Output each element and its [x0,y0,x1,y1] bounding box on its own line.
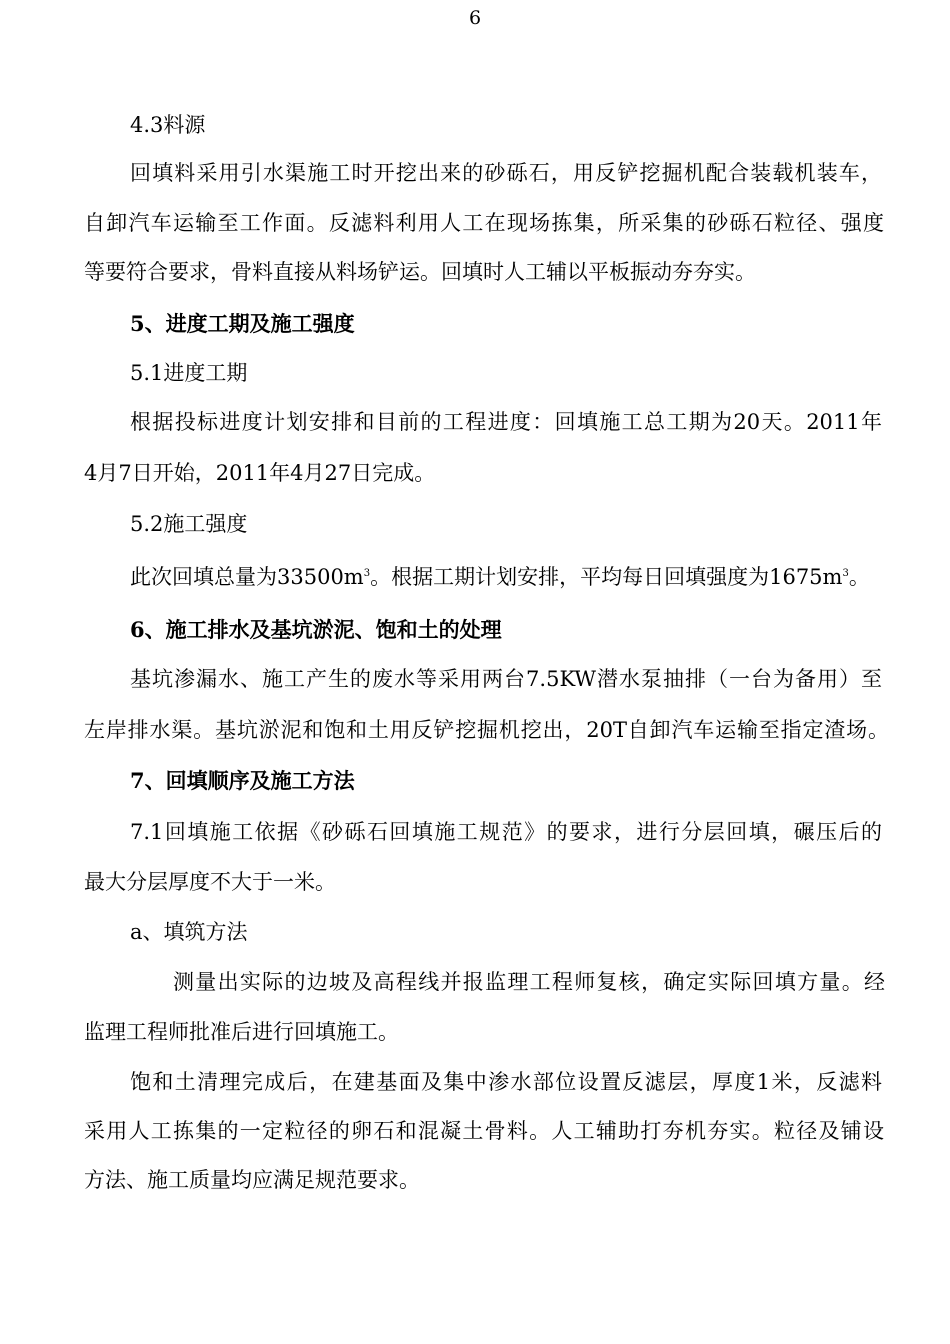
paragraph-line: 饱和土清理完成后，在建基面及集中渗水部位设置反滤层，厚度1米，反滤料 [130,1070,882,1094]
page-number: 6 [468,7,482,29]
paragraph-line: 4月7日开始，2011年4月27日完成。 [84,461,436,485]
paragraph-line: 最大分层厚度不大于一米。 [84,870,336,894]
superscript-unit: 3 [842,568,849,579]
paragraph-line: 等要符合要求，骨料直接从料场铲运。回填时人工辅以平板振动夯夯实。 [84,260,756,284]
subsection-heading-5-2: 5.2施工强度 [130,512,248,536]
period-text: 。 [848,565,870,589]
paragraph-line: 方法、施工质量均应满足规范要求。 [84,1168,420,1192]
paragraph-line: 基坑渗漏水、施工产生的废水等采用两台7.5KW潜水泵抽排（一台为备用）至 [130,667,882,691]
item-heading-a: a、填筑方法 [130,920,248,944]
paragraph-line: 自卸汽车运输至工作面。反滤料利用人工在现场拣集，所采集的砂砾石粒径、强度 [84,211,884,235]
intensity-text: 。根据工期计划安排，平均每日回填强度为1675m [370,565,843,589]
paragraph-line: 采用人工拣集的一定粒径的卵石和混凝土骨料。人工辅助打夯机夯实。粒径及铺设 [84,1119,884,1143]
paragraph-line: 7.1回填施工依据《砂砾石回填施工规范》的要求，进行分层回填，碾压后的 [130,820,882,844]
section-heading-6: 6、施工排水及基坑淤泥、饱和土的处理 [130,617,502,642]
section-heading-7: 7、回填顺序及施工方法 [130,768,355,793]
paragraph-line: 回填料采用引水渠施工时开挖出来的砂砾石，用反铲挖掘机配合装载机装车， [130,161,882,185]
paragraph-line [130,563,870,591]
paragraph-line: 监理工程师批准后进行回填施工。 [84,1020,399,1044]
paragraph-line: 左岸排水渠。基坑淤泥和饱和土用反铲挖掘机挖出，20T自卸汽车运输至指定渣场。 [84,718,889,742]
subsection-heading-4-3: 4.3料源 [130,113,206,137]
superscript-unit: 3 [363,568,371,579]
paragraph-line: 根据投标进度计划安排和目前的工程进度：回填施工总工期为20天。2011年 [130,410,882,434]
subsection-heading-5-1: 5.1进度工期 [130,361,248,385]
section-heading-5: 5、进度工期及施工强度 [130,311,355,336]
paragraph-line: 测量出实际的边坡及高程线并报监理工程师复核，确定实际回填方量。经 [173,970,885,994]
volume-text: 此次回填总量为33500m [130,565,364,589]
